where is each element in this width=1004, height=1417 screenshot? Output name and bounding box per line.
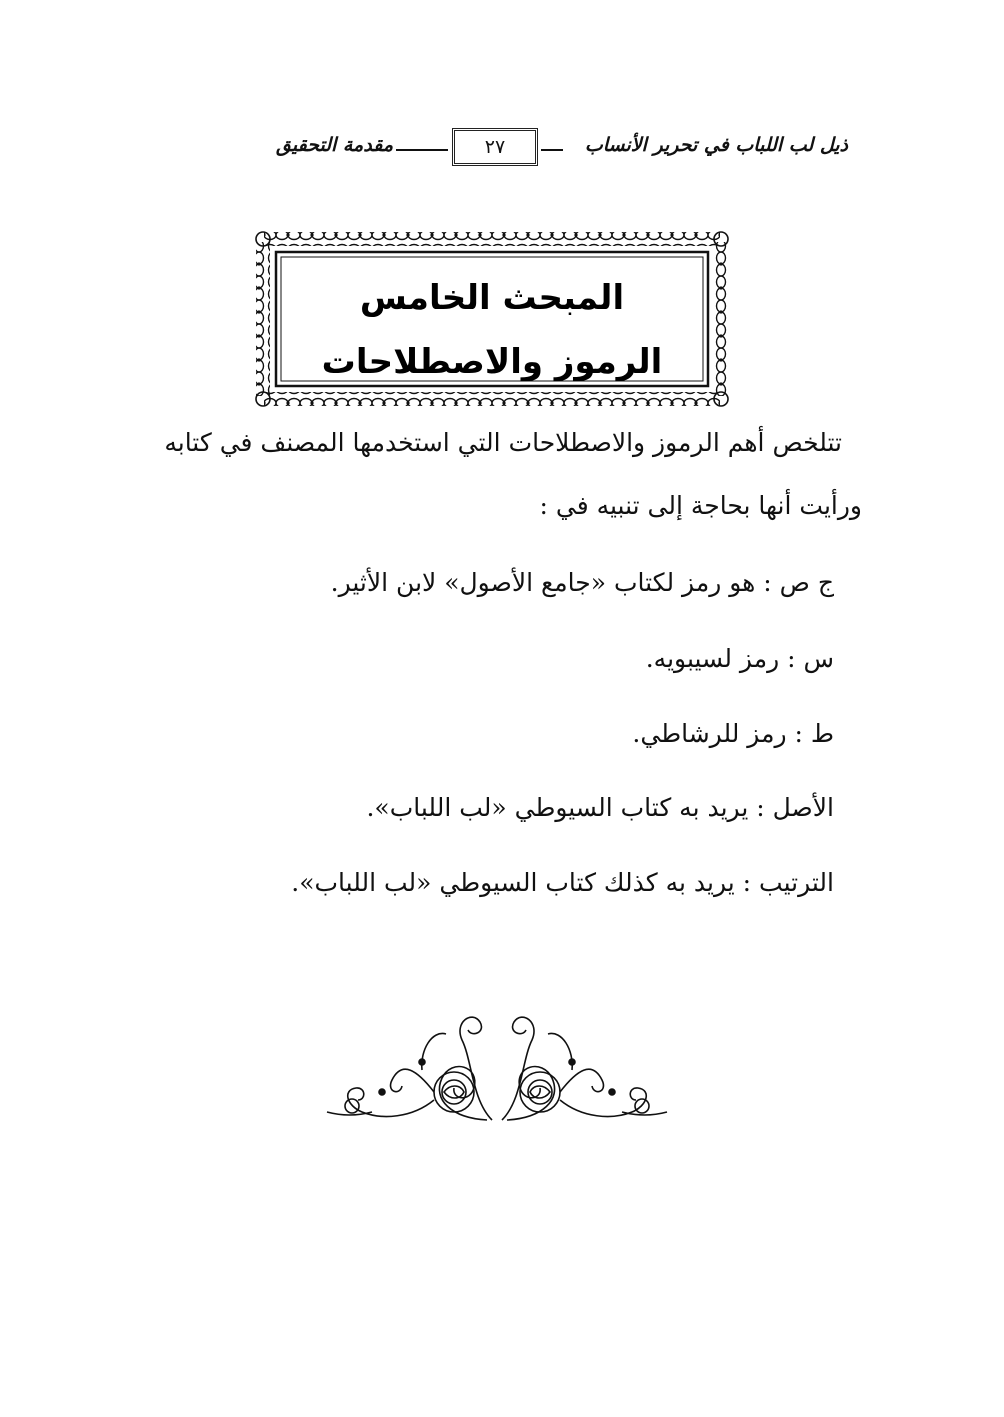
symbol-entry: الأصل : يريد به كتاب السيوطي «لب اللباب». — [366, 793, 834, 822]
symbol-entry: الترتيب : يريد به كذلك كتاب السيوطي «لب اللباب». — [291, 868, 834, 897]
chapter-title-frame — [252, 228, 732, 410]
chapter-title: المبحث الخامس — [359, 278, 625, 318]
intro-line-2: ورأيت أنها بحاجة إلى تنبيه في : — [539, 491, 862, 520]
intro-line-1: تتلخص أهم الرموز والاصطلاحات التي استخدمها المصنف في كتابه — [164, 428, 842, 457]
chapter-subtitle: الرموز والاصطلاحات — [321, 342, 663, 382]
header-rule — [541, 149, 563, 151]
flourish-ornament-icon — [322, 1000, 672, 1130]
running-header — [158, 128, 848, 172]
symbol-entry: ط : رمز للرشاطي. — [632, 719, 834, 748]
page-number-box: ٢٧ — [452, 128, 538, 166]
symbol-entry: ج ص : هو رمز لكتاب «جامع الأصول» لابن الأثير. — [330, 568, 834, 597]
header-book-title: ذيل لب اللباب في تحرير الأنساب — [584, 134, 848, 156]
header-section-title: مقدمة التحقيق — [276, 134, 393, 156]
symbol-entry: س : رمز لسيبويه. — [645, 644, 834, 673]
ornamental-border-icon — [252, 228, 732, 410]
header-rule — [396, 149, 448, 151]
